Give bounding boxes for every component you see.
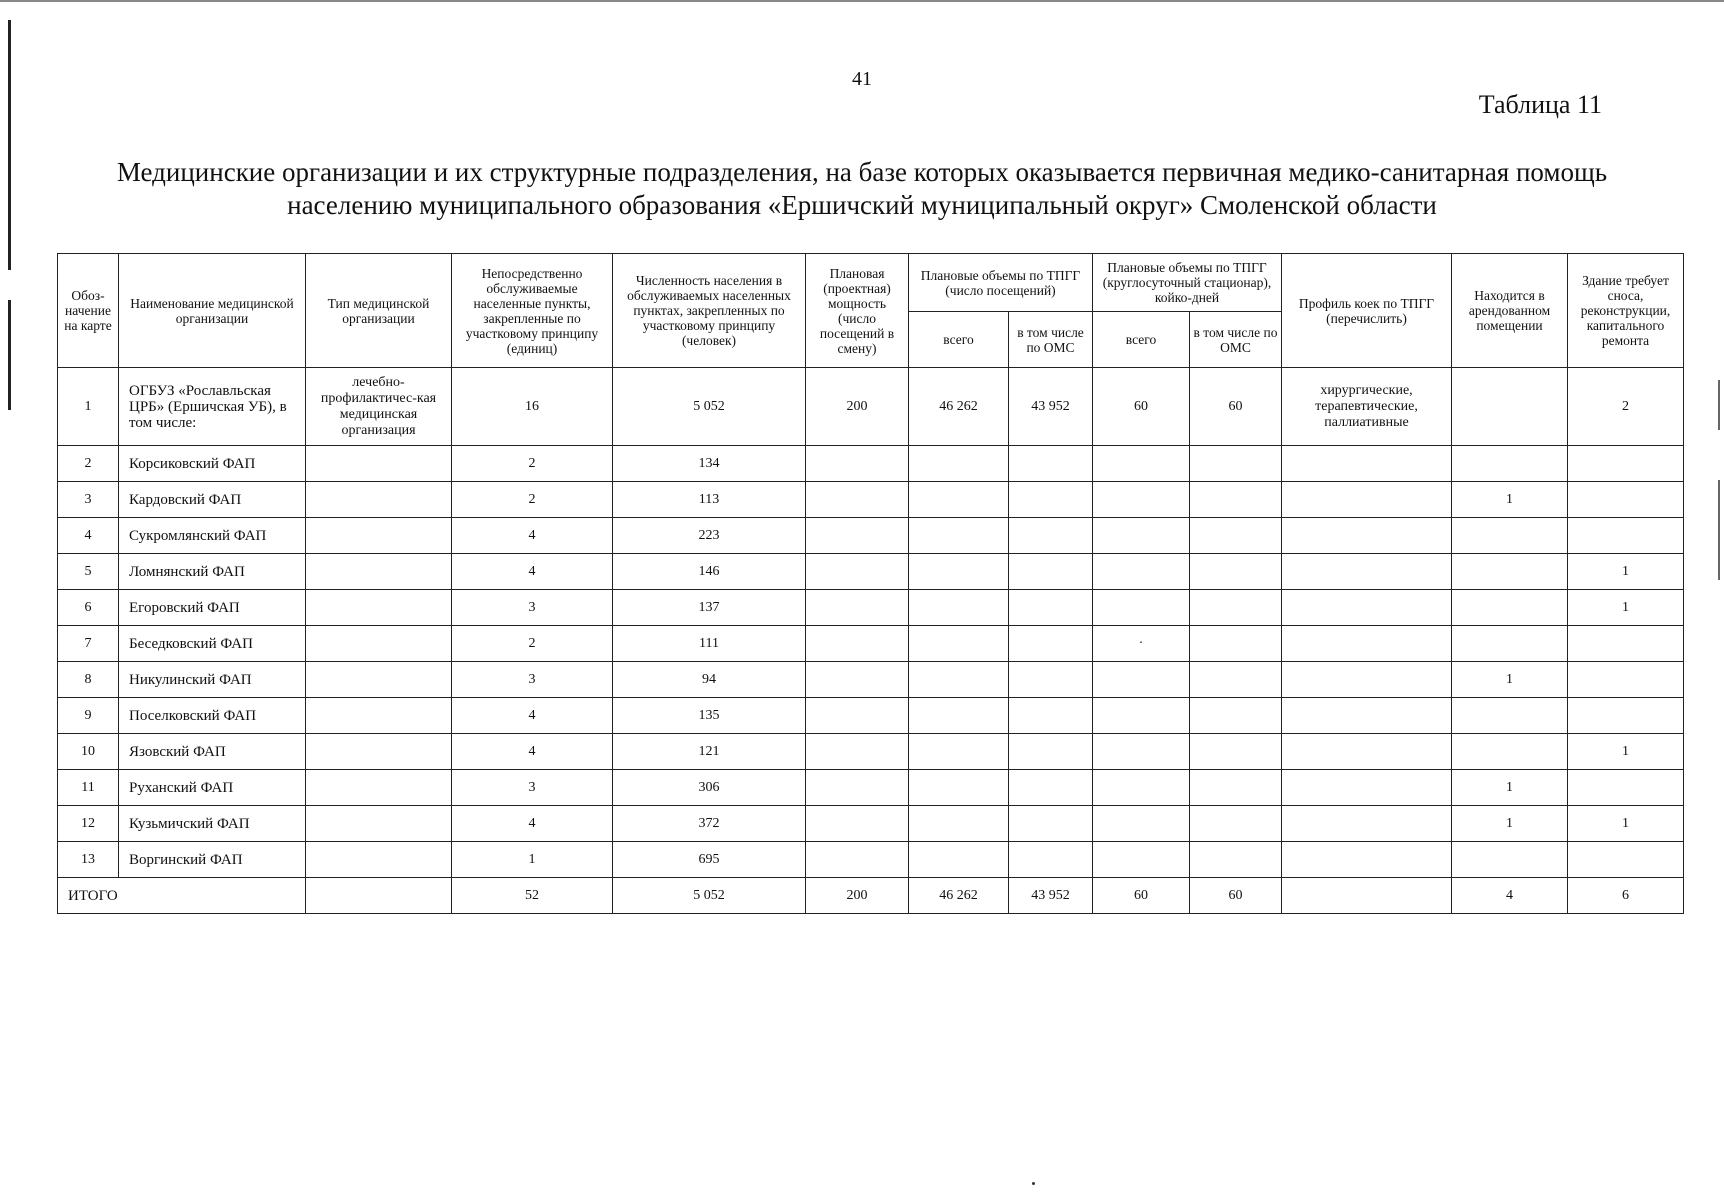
cell-population: 94: [613, 662, 806, 698]
cell-visits-total: [909, 446, 1009, 482]
cell-beds-total: 60: [1093, 368, 1190, 446]
cell-beds-oms: [1190, 734, 1282, 770]
cell-visits-total: 46 262: [909, 368, 1009, 446]
cell-num: 9: [58, 698, 119, 734]
cell-beds-total: [1093, 590, 1190, 626]
cell-repair: [1568, 842, 1684, 878]
cell-rented: [1452, 734, 1568, 770]
cell-name: ОГБУЗ «Рославльская ЦРБ» (Ершичская УБ), в том числе:: [119, 368, 306, 446]
cell-rented: [1452, 842, 1568, 878]
cell-type: [306, 842, 452, 878]
header-population: Численность населения в обслуживаемых населенных пунктах, закрепленных по участковому принципу (человек): [613, 254, 806, 368]
header-beds-oms: в том числе по ОМС: [1190, 312, 1282, 368]
cell-name: Ломнянский ФАП: [119, 554, 306, 590]
cell-type: [306, 482, 452, 518]
cell-type: [306, 554, 452, 590]
cell-visits-oms: [1009, 662, 1093, 698]
cell-settlements: 2: [452, 626, 613, 662]
facilities-table: [57, 253, 1684, 914]
cell-name: Корсиковский ФАП: [119, 446, 306, 482]
total-rented: 4: [1452, 878, 1568, 914]
header-rented: Находится в арендованном помещении: [1452, 254, 1568, 368]
table-body: [58, 368, 1684, 914]
cell-visits-total: [909, 770, 1009, 806]
cell-population: 111: [613, 626, 806, 662]
cell-profile: [1282, 554, 1452, 590]
cell-capacity: [806, 626, 909, 662]
cell-population: 134: [613, 446, 806, 482]
cell-repair: [1568, 626, 1684, 662]
cell-profile: [1282, 806, 1452, 842]
cell-capacity: [806, 590, 909, 626]
cell-population: 135: [613, 698, 806, 734]
cell-visits-total: [909, 842, 1009, 878]
table-row: [58, 842, 1684, 878]
cell-profile: [1282, 698, 1452, 734]
cell-beds-total: [1093, 734, 1190, 770]
cell-num: 5: [58, 554, 119, 590]
cell-profile: [1282, 590, 1452, 626]
cell-beds-oms: 60: [1190, 368, 1282, 446]
cell-population: 5 052: [613, 368, 806, 446]
cell-capacity: [806, 662, 909, 698]
cell-beds-oms: [1190, 482, 1282, 518]
cell-repair: [1568, 662, 1684, 698]
table-row: [58, 770, 1684, 806]
title-line-2: населению муниципального образования «Ершичский муниципальный округ» Смоленской области: [287, 190, 1437, 220]
cell-population: 223: [613, 518, 806, 554]
cell-population: 372: [613, 806, 806, 842]
cell-num: 3: [58, 482, 119, 518]
cell-capacity: [806, 446, 909, 482]
cell-repair: [1568, 518, 1684, 554]
cell-repair: [1568, 482, 1684, 518]
table-row: [58, 590, 1684, 626]
cell-settlements: 2: [452, 482, 613, 518]
header-settlements: Непосредственно обслуживаемые населенные пункты, закрепленные по участковому принципу (единиц): [452, 254, 613, 368]
table-row: [58, 482, 1684, 518]
cell-visits-oms: 43 952: [1009, 368, 1093, 446]
cell-type: [306, 770, 452, 806]
cell-repair: 1: [1568, 734, 1684, 770]
cell-settlements: 3: [452, 770, 613, 806]
cell-visits-total: [909, 806, 1009, 842]
table-row: [58, 806, 1684, 842]
cell-profile: [1282, 518, 1452, 554]
cell-beds-total: [1093, 770, 1190, 806]
table-row: [58, 626, 1684, 662]
cell-visits-oms: [1009, 806, 1093, 842]
cell-beds-total: [1093, 842, 1190, 878]
cell-settlements: 4: [452, 518, 613, 554]
cell-repair: 1: [1568, 590, 1684, 626]
cell-beds-total: [1093, 518, 1190, 554]
cell-settlements: 4: [452, 698, 613, 734]
scan-edge: [0, 0, 1724, 2]
cell-beds-oms: [1190, 770, 1282, 806]
cell-capacity: [806, 554, 909, 590]
cell-beds-oms: [1190, 698, 1282, 734]
header-capacity: Плановая (проектная) мощность (число посещений в смену): [806, 254, 909, 368]
cell-profile: [1282, 662, 1452, 698]
cell-settlements: 16: [452, 368, 613, 446]
cell-num: 8: [58, 662, 119, 698]
cell-rented: 1: [1452, 806, 1568, 842]
cell-beds-oms: [1190, 590, 1282, 626]
cell-capacity: [806, 734, 909, 770]
cell-type: [306, 590, 452, 626]
cell-visits-oms: [1009, 626, 1093, 662]
cell-num: 10: [58, 734, 119, 770]
cell-rented: [1452, 554, 1568, 590]
cell-beds-total: [1093, 662, 1190, 698]
scan-artifact: [8, 300, 11, 410]
total-beds-oms: 60: [1190, 878, 1282, 914]
cell-settlements: 2: [452, 446, 613, 482]
cell-beds-total: [1093, 806, 1190, 842]
cell-beds-total: [1093, 698, 1190, 734]
cell-num: 7: [58, 626, 119, 662]
cell-visits-total: [909, 662, 1009, 698]
cell-settlements: 3: [452, 662, 613, 698]
table-row: [58, 734, 1684, 770]
cell-population: 695: [613, 842, 806, 878]
cell-profile: [1282, 842, 1452, 878]
cell-beds-oms: [1190, 842, 1282, 878]
scan-artifact: [8, 20, 11, 270]
cell-type: [306, 446, 452, 482]
total-type: [306, 878, 452, 914]
cell-population: 121: [613, 734, 806, 770]
cell-settlements: 1: [452, 842, 613, 878]
cell-beds-oms: [1190, 806, 1282, 842]
header-num: Обоз-начение на карте: [58, 254, 119, 368]
cell-repair: 1: [1568, 806, 1684, 842]
cell-rented: [1452, 518, 1568, 554]
table-row: [58, 518, 1684, 554]
total-repair: 6: [1568, 878, 1684, 914]
cell-visits-oms: [1009, 734, 1093, 770]
cell-beds-total: ·: [1093, 626, 1190, 662]
cell-population: 306: [613, 770, 806, 806]
cell-visits-total: [909, 626, 1009, 662]
cell-capacity: [806, 842, 909, 878]
total-beds-total: 60: [1093, 878, 1190, 914]
cell-visits-oms: [1009, 482, 1093, 518]
cell-type: [306, 626, 452, 662]
cell-capacity: [806, 698, 909, 734]
cell-visits-total: [909, 554, 1009, 590]
header-visits-total: всего: [909, 312, 1009, 368]
cell-num: 4: [58, 518, 119, 554]
cell-beds-total: [1093, 554, 1190, 590]
scan-artifact: [1718, 480, 1720, 580]
header-profile: Профиль коек по ТПГГ (перечислить): [1282, 254, 1452, 368]
cell-repair: 2: [1568, 368, 1684, 446]
cell-visits-total: [909, 518, 1009, 554]
table-label: Таблица 11: [1478, 90, 1602, 119]
cell-num: 13: [58, 842, 119, 878]
cell-name: Егоровский ФАП: [119, 590, 306, 626]
cell-settlements: 3: [452, 590, 613, 626]
cell-beds-oms: [1190, 518, 1282, 554]
total-settlements: 52: [452, 878, 613, 914]
cell-type: [306, 698, 452, 734]
cell-capacity: 200: [806, 368, 909, 446]
cell-type: [306, 734, 452, 770]
cell-population: 146: [613, 554, 806, 590]
cell-visits-oms: [1009, 842, 1093, 878]
cell-name: Никулинский ФАП: [119, 662, 306, 698]
header-repair: Здание требует сноса, реконструкции, капитального ремонта: [1568, 254, 1684, 368]
cell-name: Поселковский ФАП: [119, 698, 306, 734]
header-row: [58, 254, 1684, 312]
cell-profile: [1282, 770, 1452, 806]
table-row: [58, 368, 1684, 446]
cell-name: Сукромлянский ФАП: [119, 518, 306, 554]
total-capacity: 200: [806, 878, 909, 914]
cell-visits-oms: [1009, 770, 1093, 806]
cell-type: лечебно-профилактичес-кая медицинская организация: [306, 368, 452, 446]
cell-name: Беседковский ФАП: [119, 626, 306, 662]
table-row: [58, 446, 1684, 482]
header-type: Тип медицинской организации: [306, 254, 452, 368]
cell-beds-oms: [1190, 662, 1282, 698]
cell-population: 137: [613, 590, 806, 626]
cell-rented: [1452, 446, 1568, 482]
header-visits-oms: в том числе по ОМС: [1009, 312, 1093, 368]
cell-profile: [1282, 482, 1452, 518]
cell-settlements: 4: [452, 734, 613, 770]
header-beds-total: всего: [1093, 312, 1190, 368]
total-label: ИТОГО: [58, 878, 306, 914]
cell-name: Руханский ФАП: [119, 770, 306, 806]
cell-rented: [1452, 590, 1568, 626]
total-profile: [1282, 878, 1452, 914]
header-name: Наименование медицинской организации: [119, 254, 306, 368]
cell-beds-oms: [1190, 626, 1282, 662]
header-beds-group: Плановые объемы по ТПГГ (круглосуточный стационар), койко-дней: [1093, 254, 1282, 312]
cell-settlements: 4: [452, 806, 613, 842]
cell-num: 12: [58, 806, 119, 842]
cell-name: Воргинский ФАП: [119, 842, 306, 878]
cell-rented: 1: [1452, 770, 1568, 806]
cell-visits-oms: [1009, 590, 1093, 626]
cell-type: [306, 662, 452, 698]
cell-capacity: [806, 482, 909, 518]
cell-repair: [1568, 446, 1684, 482]
cell-num: 11: [58, 770, 119, 806]
cell-profile: [1282, 626, 1452, 662]
cell-num: 1: [58, 368, 119, 446]
cell-visits-total: [909, 482, 1009, 518]
cell-name: Кузьмичский ФАП: [119, 806, 306, 842]
header-visits-group: Плановые объемы по ТПГГ (число посещений): [909, 254, 1093, 312]
total-row: [58, 878, 1684, 914]
cell-visits-total: [909, 698, 1009, 734]
cell-population: 113: [613, 482, 806, 518]
table-row: [58, 554, 1684, 590]
total-visits-total: 46 262: [909, 878, 1009, 914]
cell-beds-total: [1093, 482, 1190, 518]
total-population: 5 052: [613, 878, 806, 914]
cell-type: [306, 518, 452, 554]
cell-capacity: [806, 518, 909, 554]
scan-dot: [1032, 1182, 1035, 1185]
cell-beds-total: [1093, 446, 1190, 482]
cell-rented: [1452, 698, 1568, 734]
cell-num: 2: [58, 446, 119, 482]
cell-repair: 1: [1568, 554, 1684, 590]
cell-beds-oms: [1190, 446, 1282, 482]
table-row: [58, 698, 1684, 734]
title-line-1: Медицинские организации и их структурные подразделения, на базе которых оказывается первичная медико-санитарная помощь: [116, 157, 1608, 187]
cell-capacity: [806, 806, 909, 842]
cell-name: Кардовский ФАП: [119, 482, 306, 518]
cell-repair: [1568, 698, 1684, 734]
cell-visits-oms: [1009, 554, 1093, 590]
cell-profile: [1282, 446, 1452, 482]
cell-num: 6: [58, 590, 119, 626]
cell-rented: [1452, 626, 1568, 662]
cell-visits-total: [909, 590, 1009, 626]
cell-rented: 1: [1452, 662, 1568, 698]
cell-rented: 1: [1452, 482, 1568, 518]
cell-repair: [1568, 770, 1684, 806]
page-number: 41: [852, 68, 872, 90]
cell-visits-oms: [1009, 518, 1093, 554]
cell-visits-oms: [1009, 446, 1093, 482]
cell-settlements: 4: [452, 554, 613, 590]
cell-capacity: [806, 770, 909, 806]
document-title: [60, 156, 1664, 222]
cell-rented: [1452, 368, 1568, 446]
cell-type: [306, 806, 452, 842]
cell-profile: хирургические, терапевтические, паллиативные: [1282, 368, 1452, 446]
table-row: [58, 662, 1684, 698]
scan-artifact: [1718, 380, 1720, 430]
total-visits-oms: 43 952: [1009, 878, 1093, 914]
cell-name: Язовский ФАП: [119, 734, 306, 770]
cell-visits-total: [909, 734, 1009, 770]
cell-visits-oms: [1009, 698, 1093, 734]
cell-beds-oms: [1190, 554, 1282, 590]
cell-profile: [1282, 734, 1452, 770]
